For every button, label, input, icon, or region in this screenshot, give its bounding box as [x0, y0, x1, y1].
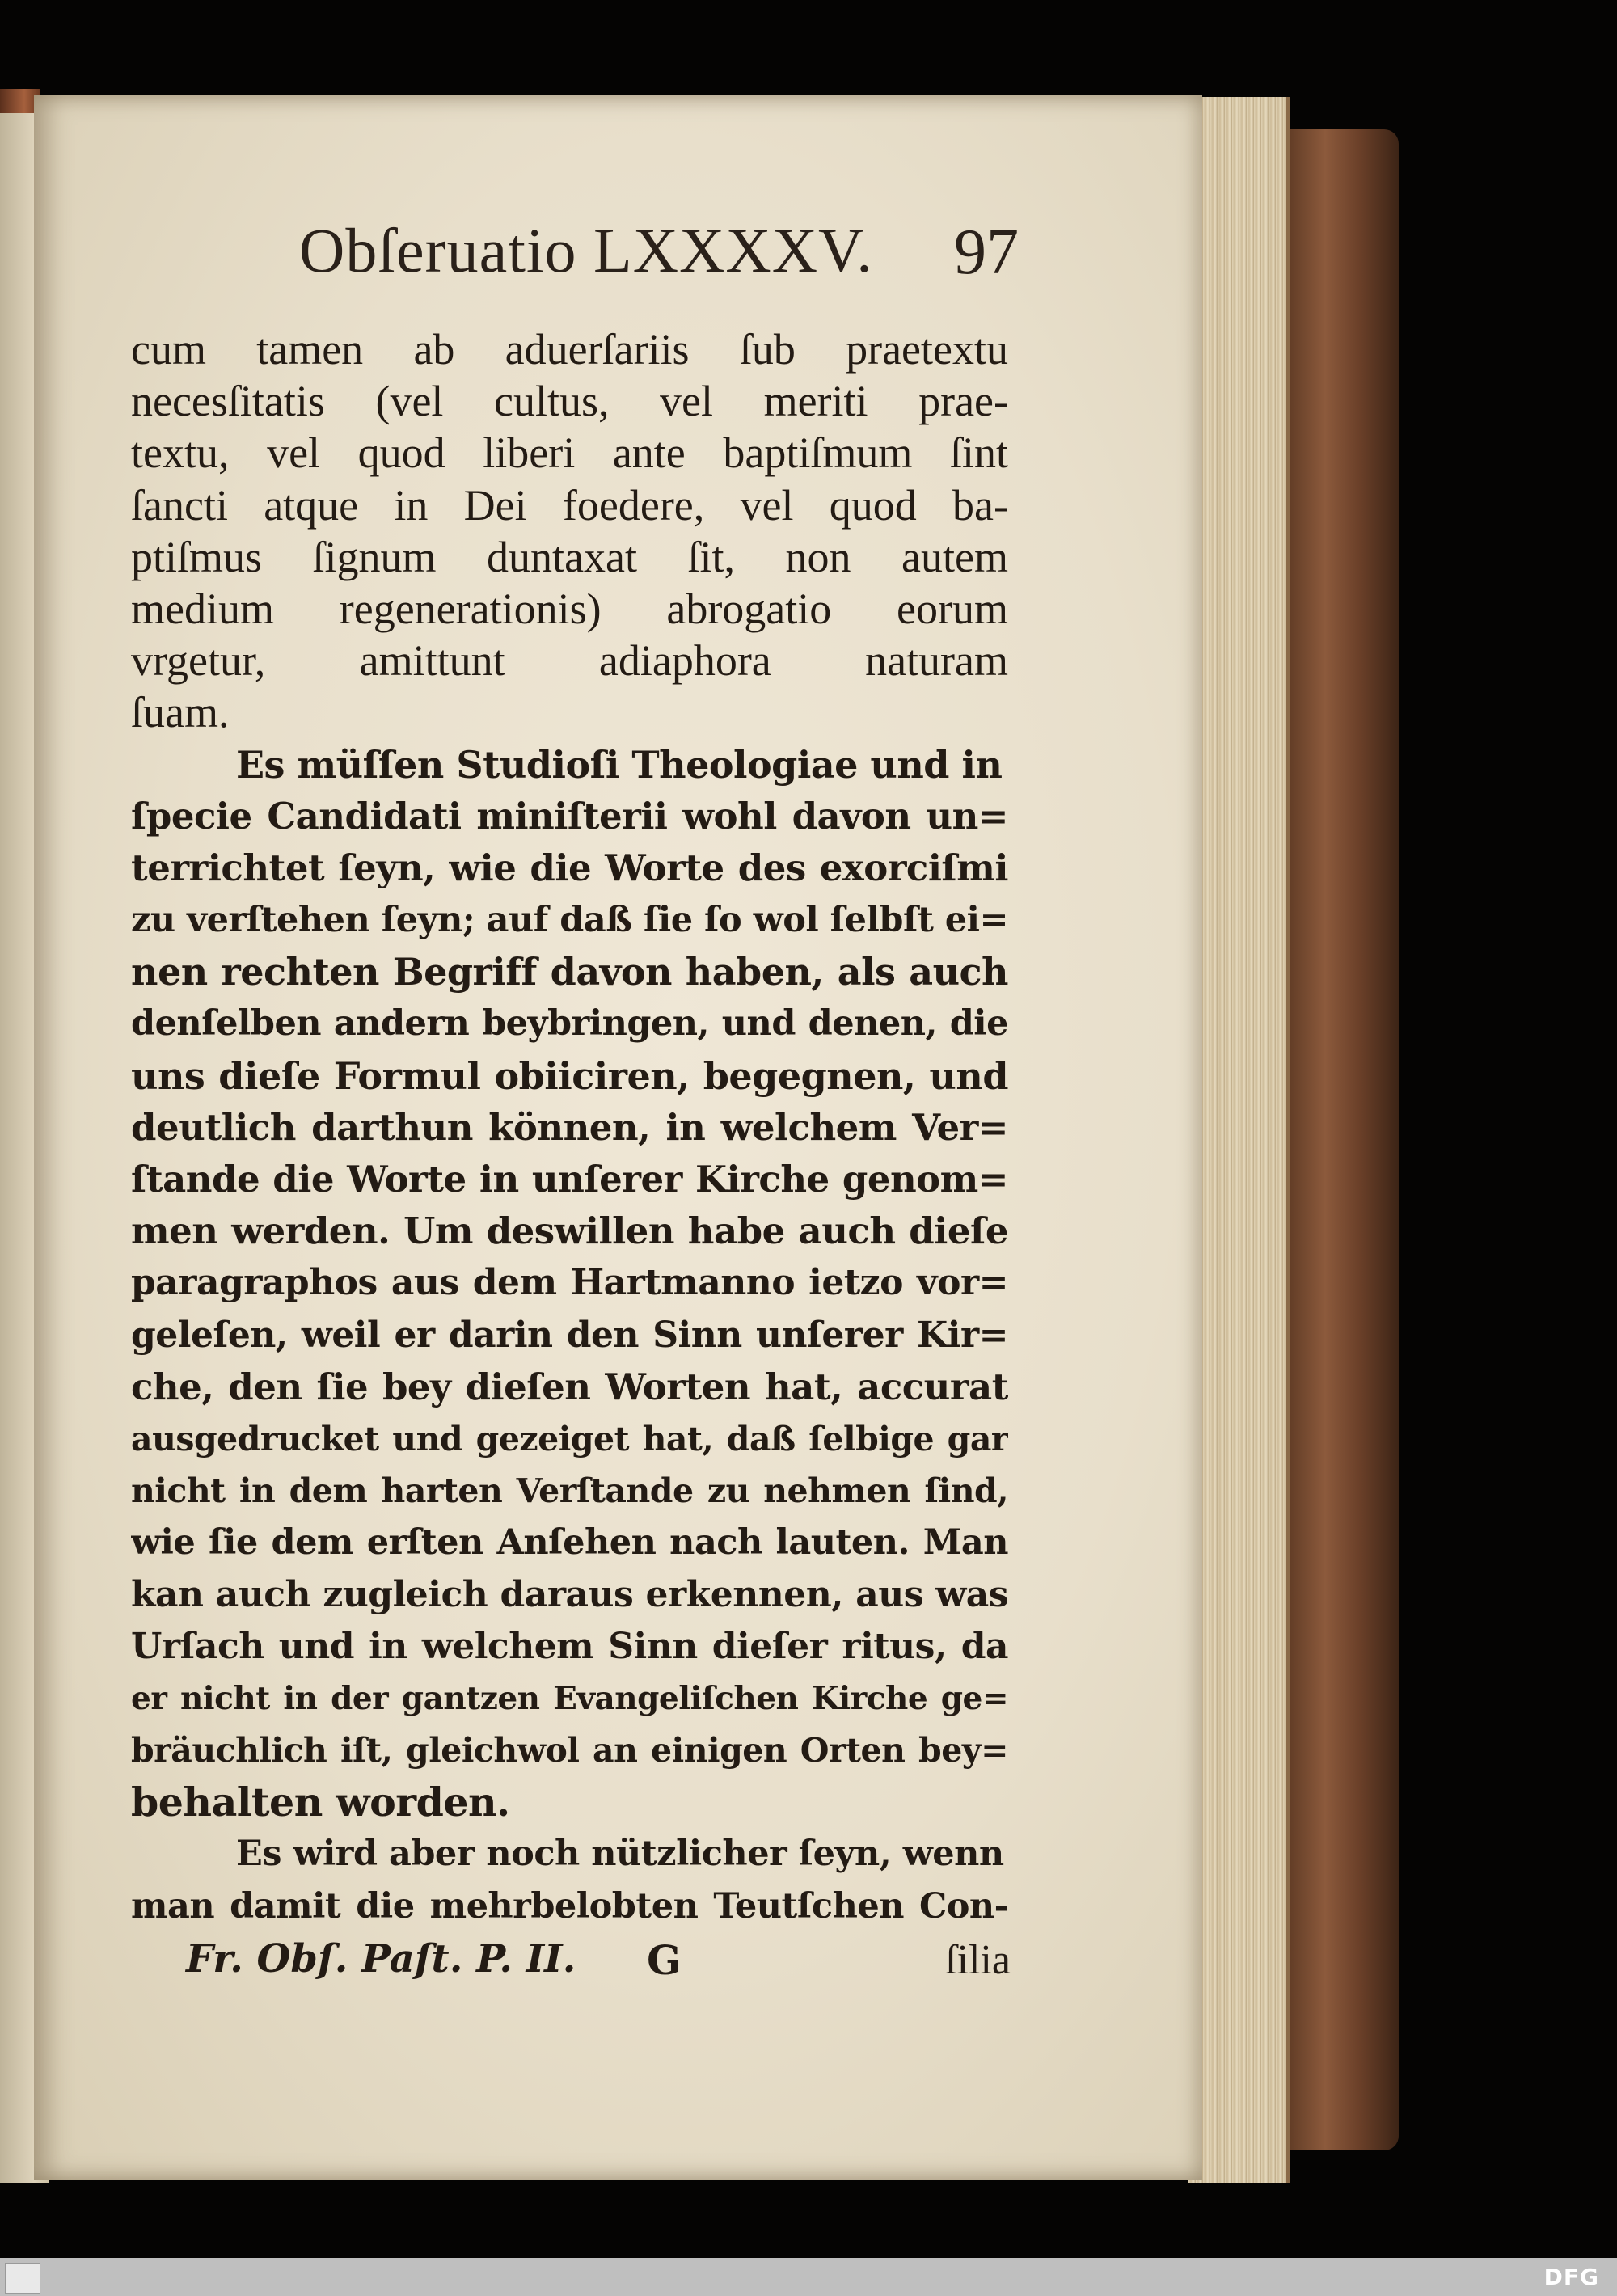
text-line: uns dieſe Formul obiiciren, begegnen, und	[131, 1053, 1008, 1098]
text-line: ſancti atque in Dei foedere, vel quod ba-	[131, 480, 1008, 530]
dfg-logo: DFG	[1543, 2264, 1599, 2290]
body-text	[131, 323, 1008, 1932]
text-line: medium regenerationis) abrogatio eorum	[131, 584, 1008, 633]
text-line: man damit die mehrbelobten Teutſchen Con-	[131, 1885, 1008, 1927]
text-line: bräuchlich iſt, gleichwol an einigen Orten bey=	[131, 1731, 1008, 1771]
signature-line: Fr. Obſ. Paſt. P. II.	[186, 1936, 576, 1982]
catchword: ſilia	[945, 1937, 1011, 1983]
page-footer	[186, 1936, 1011, 1993]
text-line: che, den ſie bey dieſen Worten hat, accurat	[131, 1365, 1008, 1408]
text-line: kan auch zugleich daraus erkennen, aus was	[131, 1573, 1008, 1615]
text-line: wie ſie dem erſten Anſehen nach lauten. Man	[131, 1522, 1008, 1564]
text-line: Es wird aber noch nützlicher ſeyn, wenn	[236, 1834, 1004, 1875]
text-line: deutlich darthun können, in welchem Ver=	[131, 1105, 1008, 1149]
text-line: ſtande die Worte in unſerer Kirche genom=	[131, 1158, 1008, 1201]
text-line: necesſitatis (vel cultus, vel meriti prae-	[131, 377, 1008, 426]
page-header	[299, 206, 1019, 295]
text-line: denſelben andern beybringen, und denen, die	[131, 1003, 1008, 1045]
text-line: Es müſſen Studioſi Theologiae und in	[236, 742, 1003, 787]
text-line: vrgetur, amittunt adiaphora naturam	[131, 636, 1008, 686]
text-line: men werden. Um deswillen habe auch dieſe	[131, 1209, 1008, 1253]
text-line: terrichtet ſeyn, wie die Worte des exorciſmi	[131, 846, 1008, 889]
page-number: 97	[954, 217, 1019, 288]
text-line: behalten worden.	[131, 1779, 510, 1826]
running-title: Obſeruatio LXXXXV.	[299, 215, 873, 285]
text-line: nicht in dem harten Verſtande zu nehmen ſind,	[131, 1471, 1008, 1511]
viewer-bottom-bar	[0, 2258, 1617, 2296]
page-edges	[1188, 97, 1290, 2183]
text-line: ausgedrucket und gezeiget hat, daß ſelbige gar	[131, 1419, 1008, 1458]
text-line: nen rechten Begriff davon haben, als auch	[131, 950, 1008, 994]
text-line: ſuam.	[131, 688, 230, 737]
text-line: cum tamen ab aduerſariis ſub praetextu	[131, 325, 1008, 374]
text-line: er nicht in der gantzen Evangeliſchen Kirche ge=	[131, 1679, 1008, 1717]
text-line: geleſen, weil er darin den Sinn unſerer Kir=	[131, 1314, 1008, 1356]
back-cover	[1286, 129, 1399, 2150]
text-line: ſpecie Candidati miniſterii wohl davon un=	[131, 794, 1008, 838]
gathering-mark: G	[647, 1936, 682, 1984]
text-line: paragraphos aus dem Hartmanno ietzo vor=	[131, 1262, 1008, 1304]
text-line: ptiſmus ſignum duntaxat ſit, non autem	[131, 532, 1008, 581]
library-logo	[5, 2263, 40, 2294]
text-line: textu, vel quod liberi ante baptiſmum ſint	[131, 428, 1008, 478]
text-line: Urſach und in welchem Sinn dieſer ritus, da	[131, 1625, 1008, 1667]
text-line: zu verſtehen ſeyn; auf daß ſie ſo wol ſelbſt ei=	[131, 900, 1008, 941]
